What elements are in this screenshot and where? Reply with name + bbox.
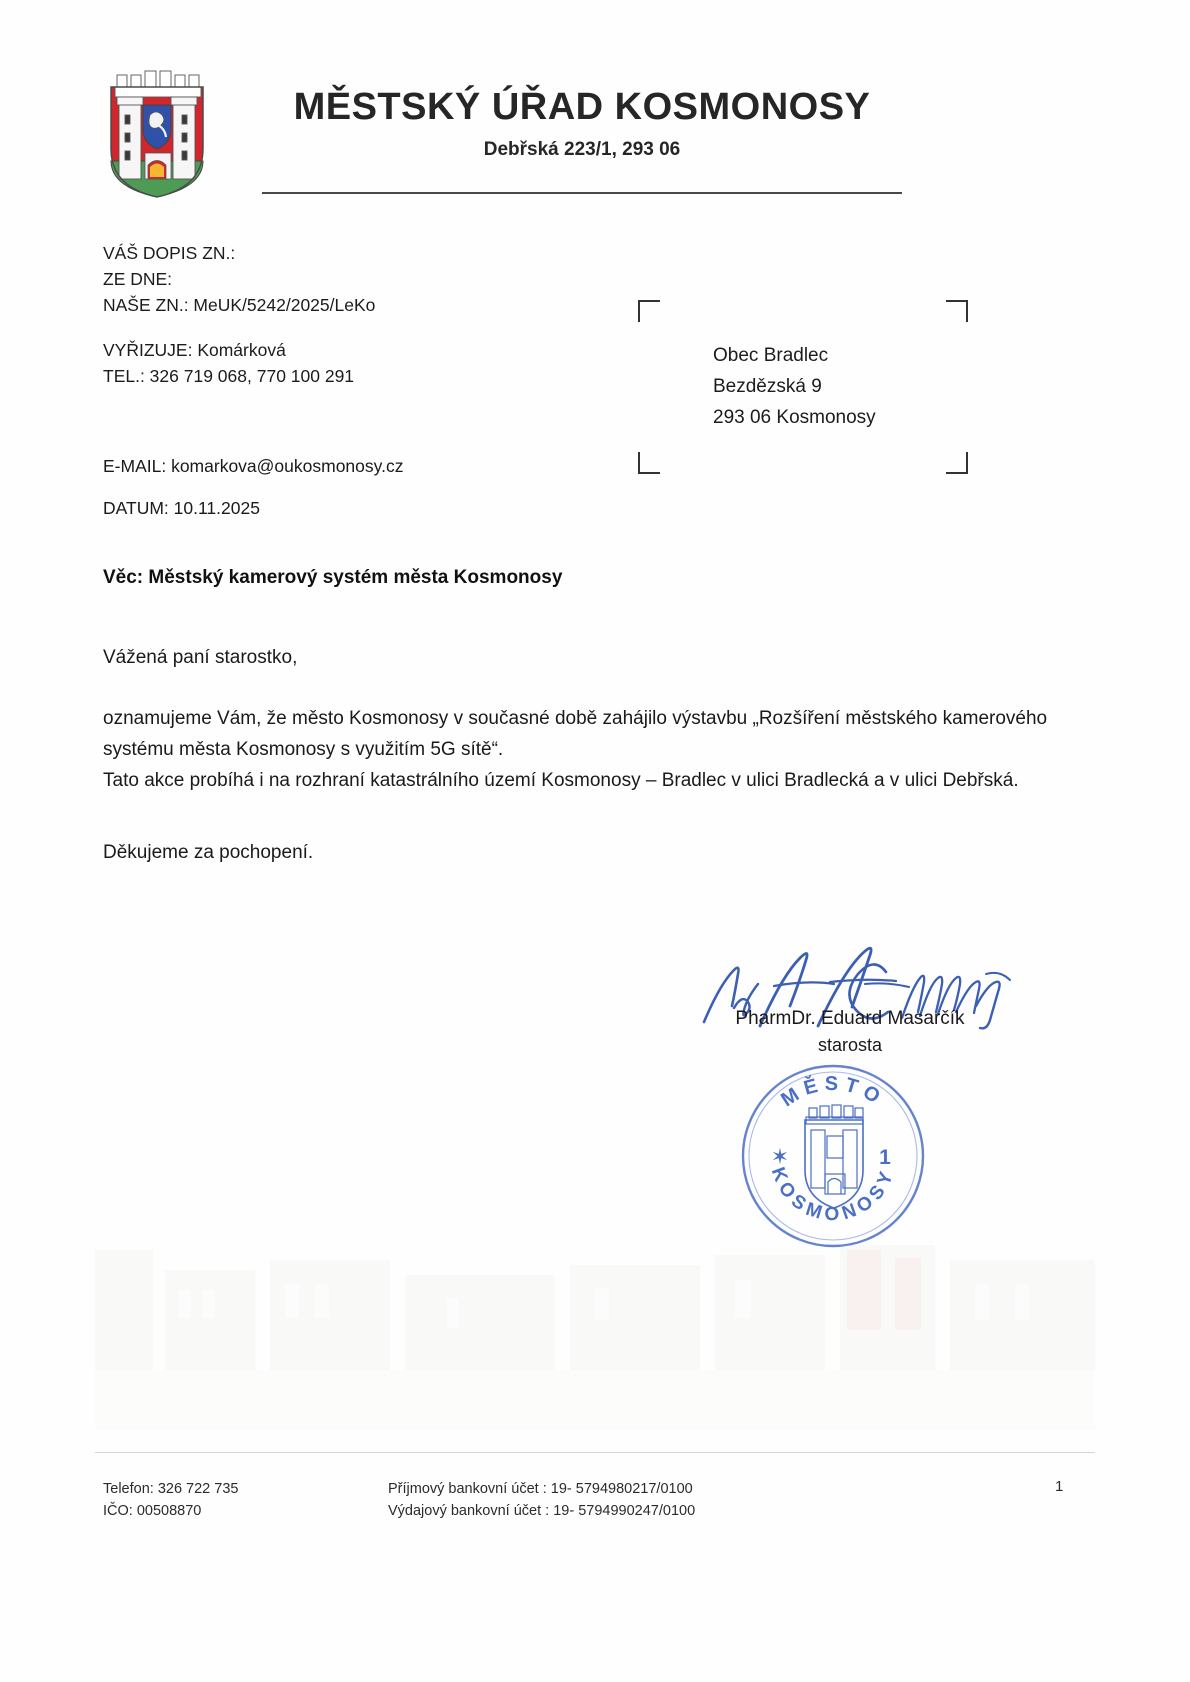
our-ref-line: NAŠE ZN.: MeUK/5242/2025/LeKo [103,295,376,315]
header-divider [262,192,902,194]
page-number: 1 [1055,1478,1064,1495]
svg-text:MĚSTO: MĚSTO [777,1072,889,1112]
svg-text:1: 1 [879,1146,891,1169]
footer-contact-block [103,1478,238,1522]
recipient-city: 293 06 Kosmonosy [713,407,876,428]
recipient-street: Bezdězská 9 [713,376,822,397]
date-line: DATUM: 10.11.2025 [103,498,260,518]
telephone-line: TEL.: 326 719 068, 770 100 291 [103,366,355,386]
coat-of-arms-icon [103,57,211,199]
signer-name: PharmDr. Eduard Masarčík [735,1008,965,1029]
svg-text:✶: ✶ [770,1144,790,1169]
footer-income-account: Příjmový bankovní účet : 19- 5794980217/0100 [388,1481,693,1497]
recipient-address [713,340,876,433]
page-title: MĚSTSKÝ ÚŘAD KOSMONOSY [293,86,871,128]
subject-line: Věc: Městský kamerový systém města Kosmonosy [103,567,563,588]
background-watermark [95,1240,1095,1455]
body-paragraph-1: oznamujeme Vám, že město Kosmonosy v současné době zahájilo výstavbu „Rozšíření městského kamerového systému města Kosmonosy s využitím 5G sítě“. [103,708,1048,760]
org-address: Debřská 223/1, 293 06 [483,138,681,160]
footer-phone: Telefon: 326 722 735 [103,1481,239,1497]
recipient-name: Obec Bradlec [713,345,829,366]
handler-line: VYŘIZUJE: Komárková [103,340,286,360]
footer-ico: IČO: 00508870 [103,1503,202,1519]
email-line: E-MAIL: komarkova@oukosmonosy.cz [103,456,404,476]
salutation: Vážená paní starostko, [103,647,298,668]
svg-text:KOSMONOSY: KOSMONOSY [766,1164,900,1226]
footer-bank-block [388,1478,695,1522]
closing-thanks: Děkujeme za pochopení. [103,842,314,863]
footer-divider [95,1452,1095,1453]
corner-mark-top-right [946,300,968,322]
letterhead-header [0,0,1190,210]
your-ref-line: VÁŠ DOPIS ZN.: [103,243,236,263]
corner-mark-bottom-left [638,452,660,474]
page-footer [0,1478,1190,1548]
body-paragraph-2: Tato akce probíhá i na rozhraní katastrálního území Kosmonosy – Bradlec v ulici Bradlecká a v ulici Debřská. [103,770,1019,791]
reference-block [103,240,375,389]
corner-mark-bottom-right [946,452,968,474]
date-of-line: ZE DNE: [103,269,173,289]
official-stamp-icon [735,1058,931,1254]
footer-expense-account: Výdajový bankovní účet : 19- 5794990247/0100 [388,1503,696,1519]
signer-role: starosta [817,1035,883,1055]
corner-mark-top-left [638,300,660,322]
